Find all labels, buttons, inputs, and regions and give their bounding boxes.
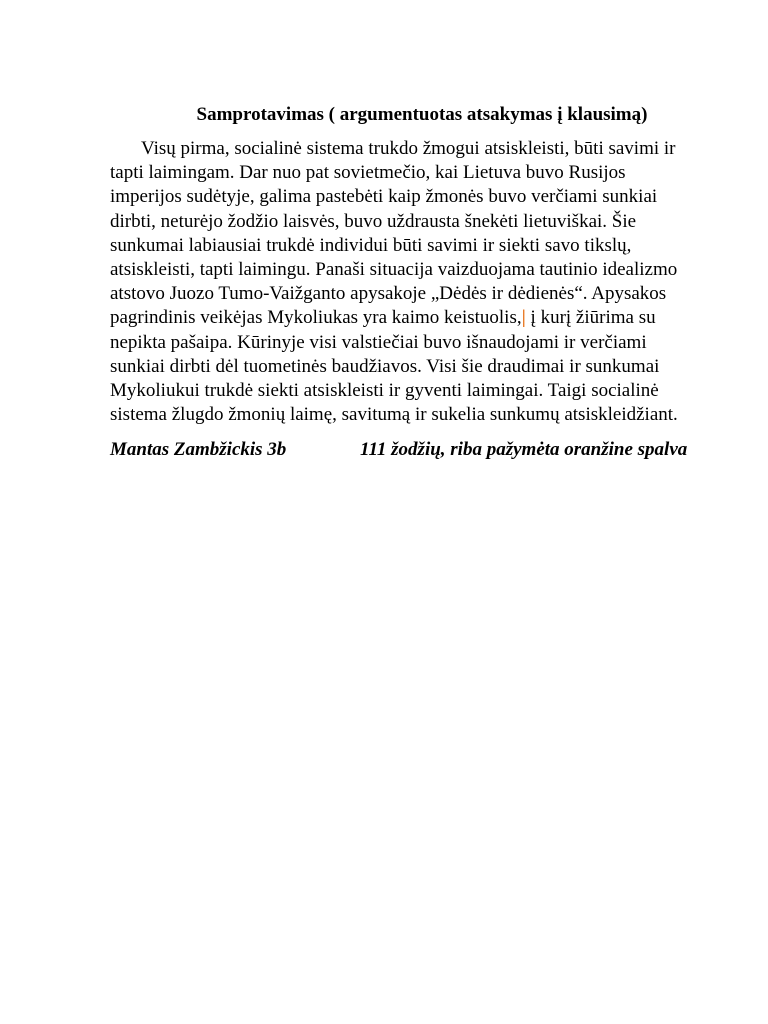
essay-line-8-end: į kurį žiūrima su [530,307,656,329]
essay-body [110,137,730,427]
essay-line-3: imperijos sudėtyje, galima pastebėti kaip žmonės buvo verčiami sunkiai [110,186,658,208]
essay-line-10: sunkiai dirbti dėl tuometinės baudžiavos. Visi šie draudimai ir sunkumai [110,355,660,377]
essay-line-11: Mykoliukui trukdė siekti atsiskleisti ir gyventi laimingai. Taigi socialinė [110,379,659,401]
essay-line-2: tapti laimingam. Dar nuo pat sovietmečio, kai Lietuva buvo Rusijos [110,162,626,184]
author-name: Mantas Zambžickis 3b [110,439,287,460]
essay-line-7: atstovo Juozo Tumo-Vaižganto apysakoje „Dėdės ir dėdienės“. Apysakos [110,283,667,305]
essay-line-5: sunkumai labiausiai trukdė individui būti savimi ir siekti savo tikslų, [110,234,632,256]
essay-line-4: dirbti, neturėjo žodžio laisvės, buvo uždrausta šnekėti lietuviškai. Šie [110,210,637,232]
essay-line-9: nepikta pašaipa. Kūrinyje visi valstiečiai buvo išnaudojami ir verčiami [110,331,647,353]
word-limit-marker: | [521,307,526,329]
essay-line-1: Visų pirma, socialinė sistema trukdo žmogui atsiskleisti, būti savimi ir [141,138,676,159]
essay-line-12: sistema žlugdo žmonių laimę, savitumą ir sukelia sunkumų atsiskleidžiant. [110,404,678,426]
essay-line-6: atsiskleisti, tapti laimingu. Panaši situacija vaizduojama tautinio idealizmo [110,258,678,280]
word-count-note: 111 žodžių, riba pažymėta oranžine spalva [360,439,688,460]
essay-line-8 [110,306,730,330]
essay-line-8-start: pagrindinis veikėjas Mykoliukas yra kaimo keistuolis, [110,307,522,329]
document-title: Samprotavimas ( argumentuotas atsakymas į klausimą) [196,104,648,125]
